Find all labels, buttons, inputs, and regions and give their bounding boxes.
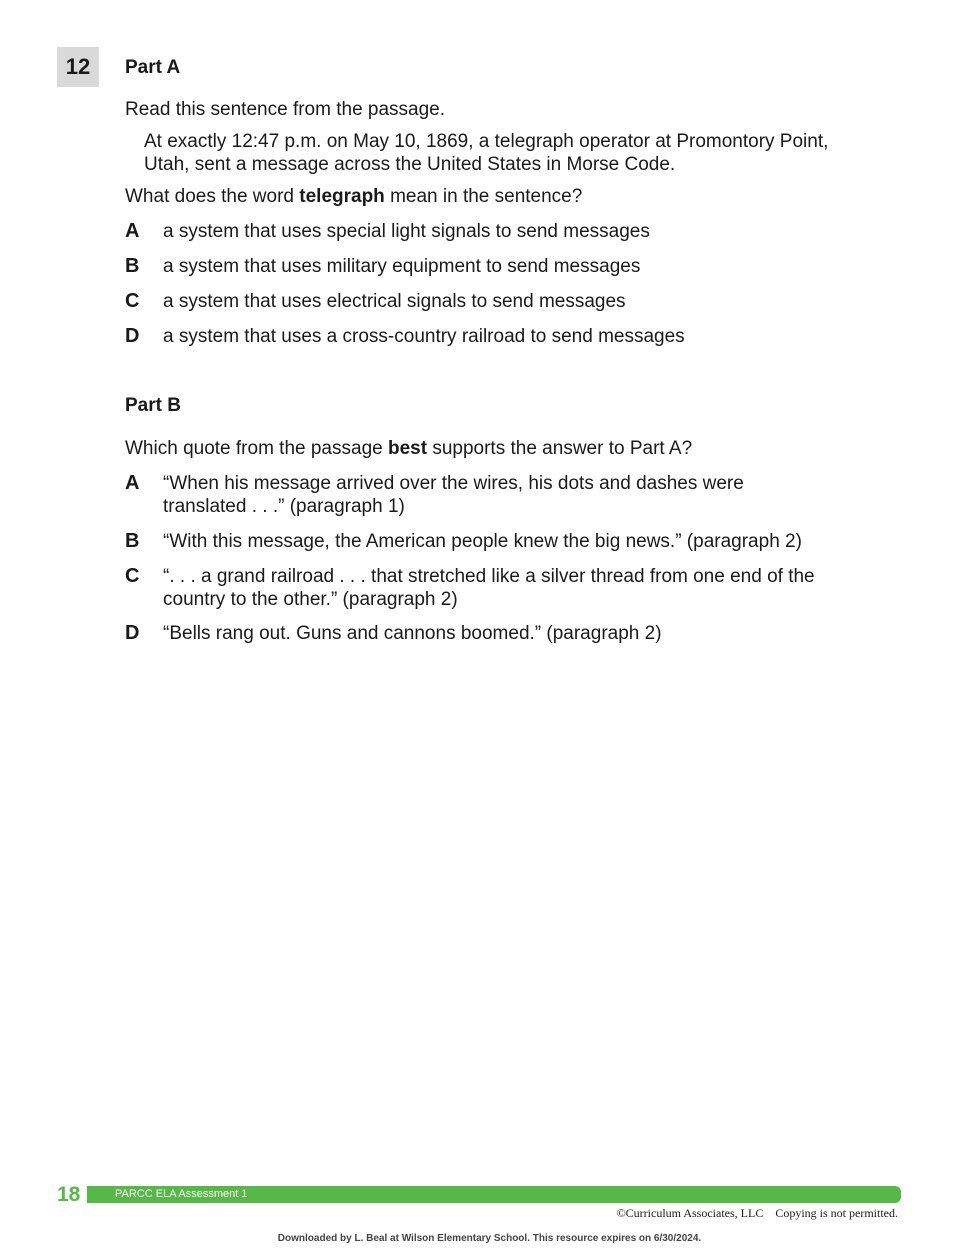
choice-text-line-1: “Bells rang out. Guns and cannons boomed.” (paragraph 2)	[163, 623, 662, 644]
part-a-choice-d[interactable]	[125, 325, 885, 348]
choice-letter: C	[125, 290, 140, 312]
part-a-choice-c[interactable]	[125, 290, 885, 313]
choice-text: a system that uses electrical signals to send messages	[163, 291, 626, 312]
part-b-choice-c[interactable]	[125, 565, 885, 611]
assessment-label: PARCC ELA Assessment 1	[115, 1188, 248, 1200]
passage-quote-line-2: Utah, sent a message across the United States in Morse Code.	[144, 154, 676, 175]
choice-text-line-1: “With this message, the American people knew the big news.” (paragraph 2)	[163, 531, 802, 552]
part-a-choice-b[interactable]	[125, 255, 885, 278]
part-a-prompt	[125, 185, 582, 208]
part-b-choice-d[interactable]	[125, 622, 885, 645]
choice-text-line-2: country to the other.” (paragraph 2)	[163, 589, 458, 610]
footer-bar	[87, 1186, 901, 1203]
choice-letter: C	[125, 565, 140, 587]
part-b-title: Part B	[125, 395, 181, 416]
copyright-notice: ©Curriculum Associates, LLC Copying is not permitted.	[616, 1206, 898, 1220]
choice-letter: A	[125, 220, 140, 242]
choice-text: a system that uses military equipment to send messages	[163, 256, 641, 277]
choice-letter: A	[125, 472, 140, 494]
choice-text-line-1: “. . . a grand railroad . . . that stretched like a silver thread from one end of the	[163, 566, 815, 587]
choice-letter: B	[125, 255, 140, 277]
choice-text: a system that uses a cross-country railroad to send messages	[163, 326, 685, 347]
passage-quote-line-1: At exactly 12:47 p.m. on May 10, 1869, a telegraph operator at Promontory Point,	[144, 131, 829, 152]
part-b-choice-b[interactable]	[125, 530, 885, 553]
choice-letter: D	[125, 325, 140, 347]
choice-text-line-1: “When his message arrived over the wires, his dots and dashes were	[163, 473, 744, 494]
part-b-choice-a[interactable]	[125, 472, 885, 518]
part-a-prompt-before: What does the word	[125, 186, 300, 207]
choice-text-line-2: translated . . .” (paragraph 1)	[163, 496, 405, 517]
choice-letter: D	[125, 622, 140, 644]
part-a-choice-a[interactable]	[125, 220, 885, 243]
part-b-prompt-bold-word: best	[387, 438, 428, 459]
part-a-intro: Read this sentence from the passage.	[125, 99, 446, 120]
part-a-prompt-bold-word: telegraph	[299, 186, 385, 207]
part-b-prompt-after: supports the answer to Part A?	[427, 438, 693, 459]
question-number: 12	[57, 47, 99, 87]
page-number: 18	[57, 1183, 81, 1206]
choice-letter: B	[125, 530, 140, 552]
choice-text: a system that uses special light signals to send messages	[163, 221, 650, 242]
part-b-prompt-before: Which quote from the passage	[125, 438, 388, 459]
download-notice: Downloaded by L. Beal at Wilson Elementary School. This resource expires on 6/30/2024.	[277, 1233, 702, 1244]
part-b-prompt	[125, 437, 692, 460]
part-a-title: Part A	[125, 57, 181, 78]
part-a-prompt-after: mean in the sentence?	[384, 186, 583, 207]
